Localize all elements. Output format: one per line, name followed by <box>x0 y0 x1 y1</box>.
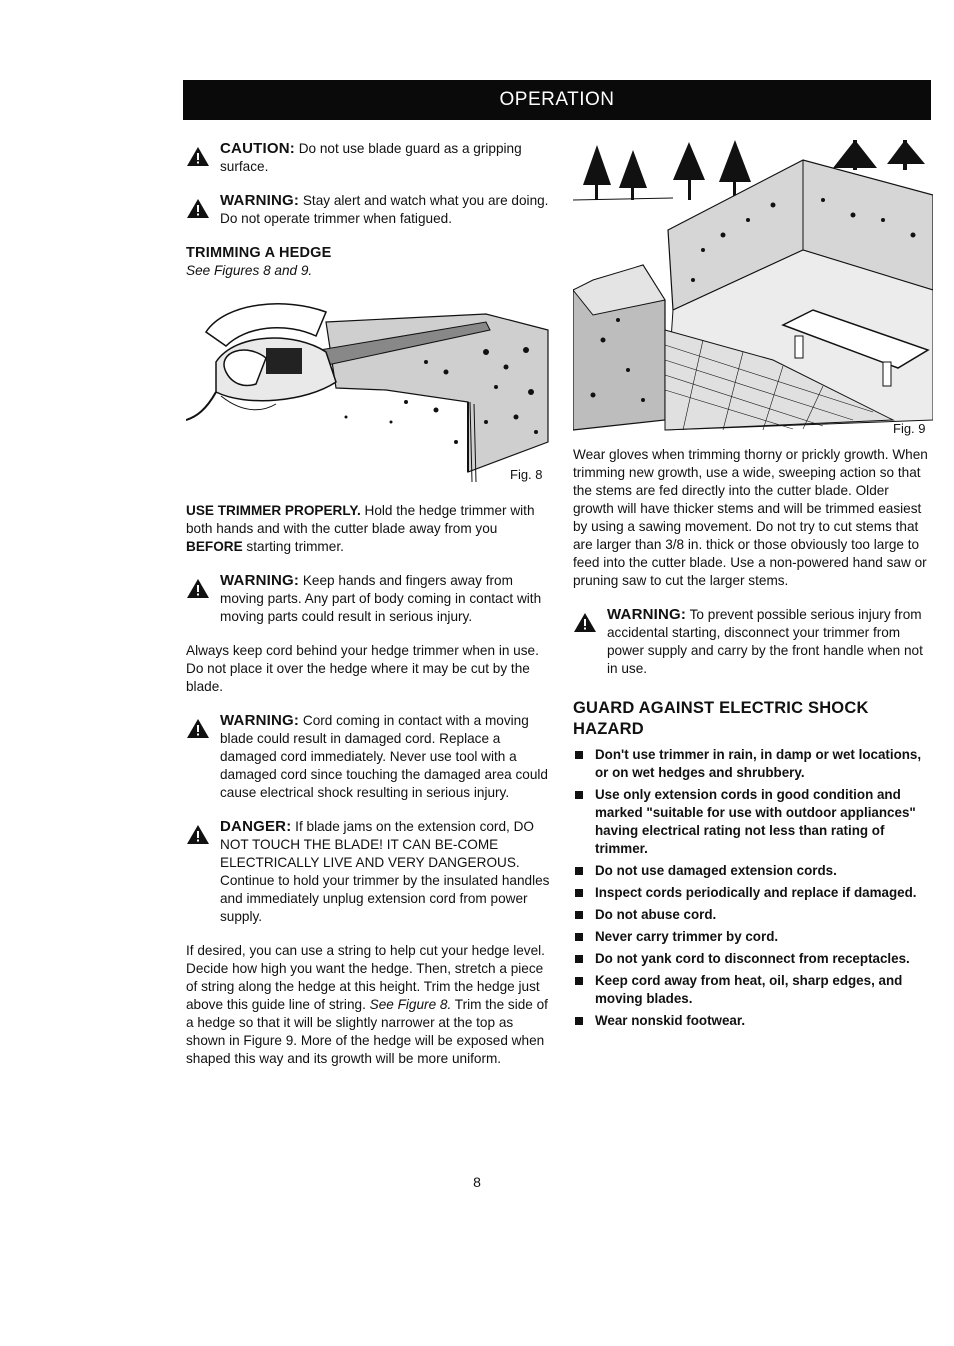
warning-triangle-icon <box>186 718 210 739</box>
warning-triangle-icon <box>186 146 210 167</box>
warning-triangle-icon <box>186 824 210 845</box>
gloves-paragraph: Wear gloves when trimming thorny or prickly growth. When trimming new growth, use a wide, sweeping action so that the stems are fed directly into the cutter blade. Older growth will have thicker stems and will be trimmed easiest by using a sawing movement. Do not try to cut stems that are larger than 3/8 in. thick or those obviously too large to feed into the cutter blade. Use a non-powered hand saw or pruning saw to cut the larger stems. <box>573 447 928 588</box>
warning-triangle-icon <box>573 612 597 633</box>
warning-keyword: WARNING: <box>220 572 300 589</box>
list-item-text: Use only extension cords in good condition and marked "suitable for use with outdoor appliances" having electrical rating not less than rating of trimmer. <box>595 787 916 856</box>
warning-block-cord <box>186 712 552 802</box>
list-item <box>573 906 933 924</box>
list-item-text: Don't use trimmer in rain, in damp or wet locations, or on wet hedges and shrubbery. <box>595 747 922 780</box>
use-properly-text-end: starting trimmer. <box>242 539 344 554</box>
list-item-text: Wear nonskid footwear. <box>595 1013 746 1028</box>
use-properly-bold: USE TRIMMER PROPERLY. <box>186 503 361 518</box>
string-paragraph <box>186 942 552 1068</box>
warning-text: Cord coming in contact with a moving blade could result in damaged cord. Replace a damaged cord immediately. Never use tool with a damaged cord since touching the damaged area could cause electrical shock resulting in serious injury. <box>220 713 548 800</box>
list-item-text: Do not yank cord to disconnect from receptacles. <box>595 951 910 966</box>
list-item <box>573 746 933 782</box>
list-item-text: Keep cord away from heat, oil, sharp edges, and moving blades. <box>595 973 903 1006</box>
list-item-text: Do not abuse cord. <box>595 907 717 922</box>
square-bullet-icon <box>575 867 583 875</box>
figure-8-label: Fig. 8 <box>510 467 543 482</box>
warning-block-fatigue <box>186 192 552 228</box>
warning-text: Stay alert and watch what you are doing. Do not operate trimmer when fatigued. <box>220 193 549 226</box>
section-banner <box>183 80 931 120</box>
figure-8-reference: See Figure 8. <box>369 997 452 1012</box>
danger-block <box>186 818 552 926</box>
figure-9-label: Fig. 9 <box>893 421 926 436</box>
square-bullet-icon <box>575 1017 583 1025</box>
electric-shock-list <box>573 746 933 1030</box>
caution-text: Do not use blade guard as a gripping surface. <box>220 141 522 174</box>
list-item-text: Do not use damaged extension cords. <box>595 863 837 878</box>
warning-keyword: WARNING: <box>220 712 300 729</box>
use-trimmer-properly-paragraph <box>186 502 552 556</box>
string-paragraph-text-end: Trim the side of a hedge so that it will be slightly narrower at the top as shown in Figure 9. More of the hedge will be exposed when shaped this way and its growth will be more uniform. <box>186 997 548 1066</box>
trimming-figure-reference: See Figures 8 and 9. <box>186 263 313 278</box>
warning-text: Keep hands and fingers away from moving parts. Any part of body coming in contact with moving parts could result in serious injury. <box>220 573 542 624</box>
square-bullet-icon <box>575 791 583 799</box>
warning-keyword: WARNING: <box>220 192 300 209</box>
square-bullet-icon <box>575 977 583 985</box>
list-item <box>573 862 933 880</box>
square-bullet-icon <box>575 955 583 963</box>
list-item <box>573 972 933 1008</box>
cord-paragraph: Always keep cord behind your hedge trimmer when in use. Do not place it over the hedge where it may be cut by the blade. <box>186 643 539 694</box>
list-item <box>573 786 933 858</box>
list-item-text: Never carry trimmer by cord. <box>595 929 779 944</box>
warning-keyword: WARNING: <box>607 606 687 623</box>
trimming-heading: TRIMMING A HEDGE <box>186 245 332 261</box>
danger-keyword: DANGER: <box>220 818 292 835</box>
warning-block-disconnect <box>573 606 933 678</box>
warning-block-moving-parts <box>186 572 552 626</box>
hedge-trimmer-illustration <box>186 292 552 488</box>
use-properly-text: Hold the hedge trimmer with both hands and with the cutter blade away from you <box>186 503 535 536</box>
caution-keyword: CAUTION: <box>220 140 295 157</box>
square-bullet-icon <box>575 751 583 759</box>
page-number: 8 <box>473 1174 481 1190</box>
warning-text: To prevent possible serious injury from accidental starting, disconnect your trimmer from power supply and carry by the front handle when not in use. <box>607 607 923 676</box>
square-bullet-icon <box>575 933 583 941</box>
hedge-garden-illustration <box>573 140 933 436</box>
figure-9 <box>573 140 933 436</box>
figure-8 <box>186 292 552 488</box>
danger-text: If blade jams on the extension cord, DO NOT TOUCH THE BLADE! IT CAN BE-COME ELECTRICALLY LIVE AND VERY DANGEROUS. Continue to hold your trimmer by the insulated handles and immediately unplug extension cord from power supply. <box>220 819 550 924</box>
warning-triangle-icon <box>186 198 210 219</box>
square-bullet-icon <box>575 911 583 919</box>
list-item <box>573 950 933 968</box>
before-bold: BEFORE <box>186 539 243 554</box>
list-item-text: Inspect cords periodically and replace if damaged. <box>595 885 917 900</box>
square-bullet-icon <box>575 889 583 897</box>
section-title: OPERATION <box>499 89 615 110</box>
left-column <box>186 140 552 1084</box>
list-item <box>573 884 933 902</box>
caution-block <box>186 140 552 176</box>
electric-shock-heading: GUARD AGAINST ELECTRIC SHOCK HAZARD <box>573 699 869 738</box>
list-item <box>573 1012 933 1030</box>
right-column <box>573 140 933 1034</box>
string-paragraph-text: If desired, you can use a string to help cut your hedge level. Decide how high you want the hedge. Then, stretch a piece of string along the hedge at this height. Trim the hedge just above this guide line of string. <box>186 943 545 1012</box>
warning-triangle-icon <box>186 578 210 599</box>
list-item <box>573 928 933 946</box>
